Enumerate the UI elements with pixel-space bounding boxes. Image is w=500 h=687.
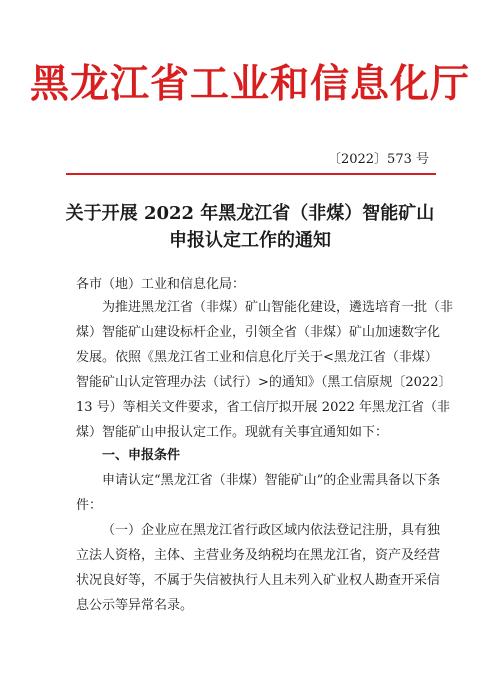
item-1-line: 息公示等异常名录。	[76, 598, 194, 613]
paragraph-1-line: 智能矿山认定管理办法（试行）>的通知》（黑工信原规〔2022〕	[76, 375, 452, 390]
document-title-line-2: 申报认定工作的通知	[169, 230, 331, 251]
section-heading-1: 一、申报条件	[102, 448, 181, 463]
item-1-line: 状况良好等，不属于失信被执行人且未列入矿业权人勘查开采信	[76, 573, 441, 588]
paragraph-1-line: 13 号）等相关文件要求，省工信厅拟开展 2022 年黑龙江省（非	[76, 400, 451, 415]
letterhead-red-rule	[66, 173, 436, 175]
paragraph-1-line: 煤）智能矿山申报认定工作。现就有关事宜通知如下：	[76, 425, 389, 440]
section-1-intro-line: 件：	[76, 498, 103, 513]
letterhead-title: 黑龙江省工业和信息化厅	[29, 61, 470, 107]
item-1-line: （一）企业应在黑龙江省行政区域内依法登记注册，具有独	[102, 523, 441, 538]
paragraph-1-line: 煤）智能矿山建设标杆企业，引领全省（非煤）矿山加速数字化	[76, 325, 441, 340]
paragraph-1-line: 发展。依照《黑龙江省工业和信息化厅关于<黑龙江省（非煤）	[76, 350, 438, 365]
item-1-line: 立法人资格，主体、主营业务及纳税均在黑龙江省，资产及经营	[76, 548, 441, 563]
salutation: 各市（地）工业和信息化局：	[76, 277, 246, 292]
document-number: 〔2022〕573 号	[327, 152, 429, 167]
section-1-intro-line: 申请认定“黑龙江省（非煤）智能矿山”的企业需具备以下条	[102, 473, 441, 488]
paragraph-1-line: 为推进黑龙江省（非煤）矿山智能化建设，遴选培育一批（非	[102, 300, 454, 315]
document-title-line-1: 关于开展 2022 年黑龙江省（非煤）智能矿山	[65, 203, 435, 224]
